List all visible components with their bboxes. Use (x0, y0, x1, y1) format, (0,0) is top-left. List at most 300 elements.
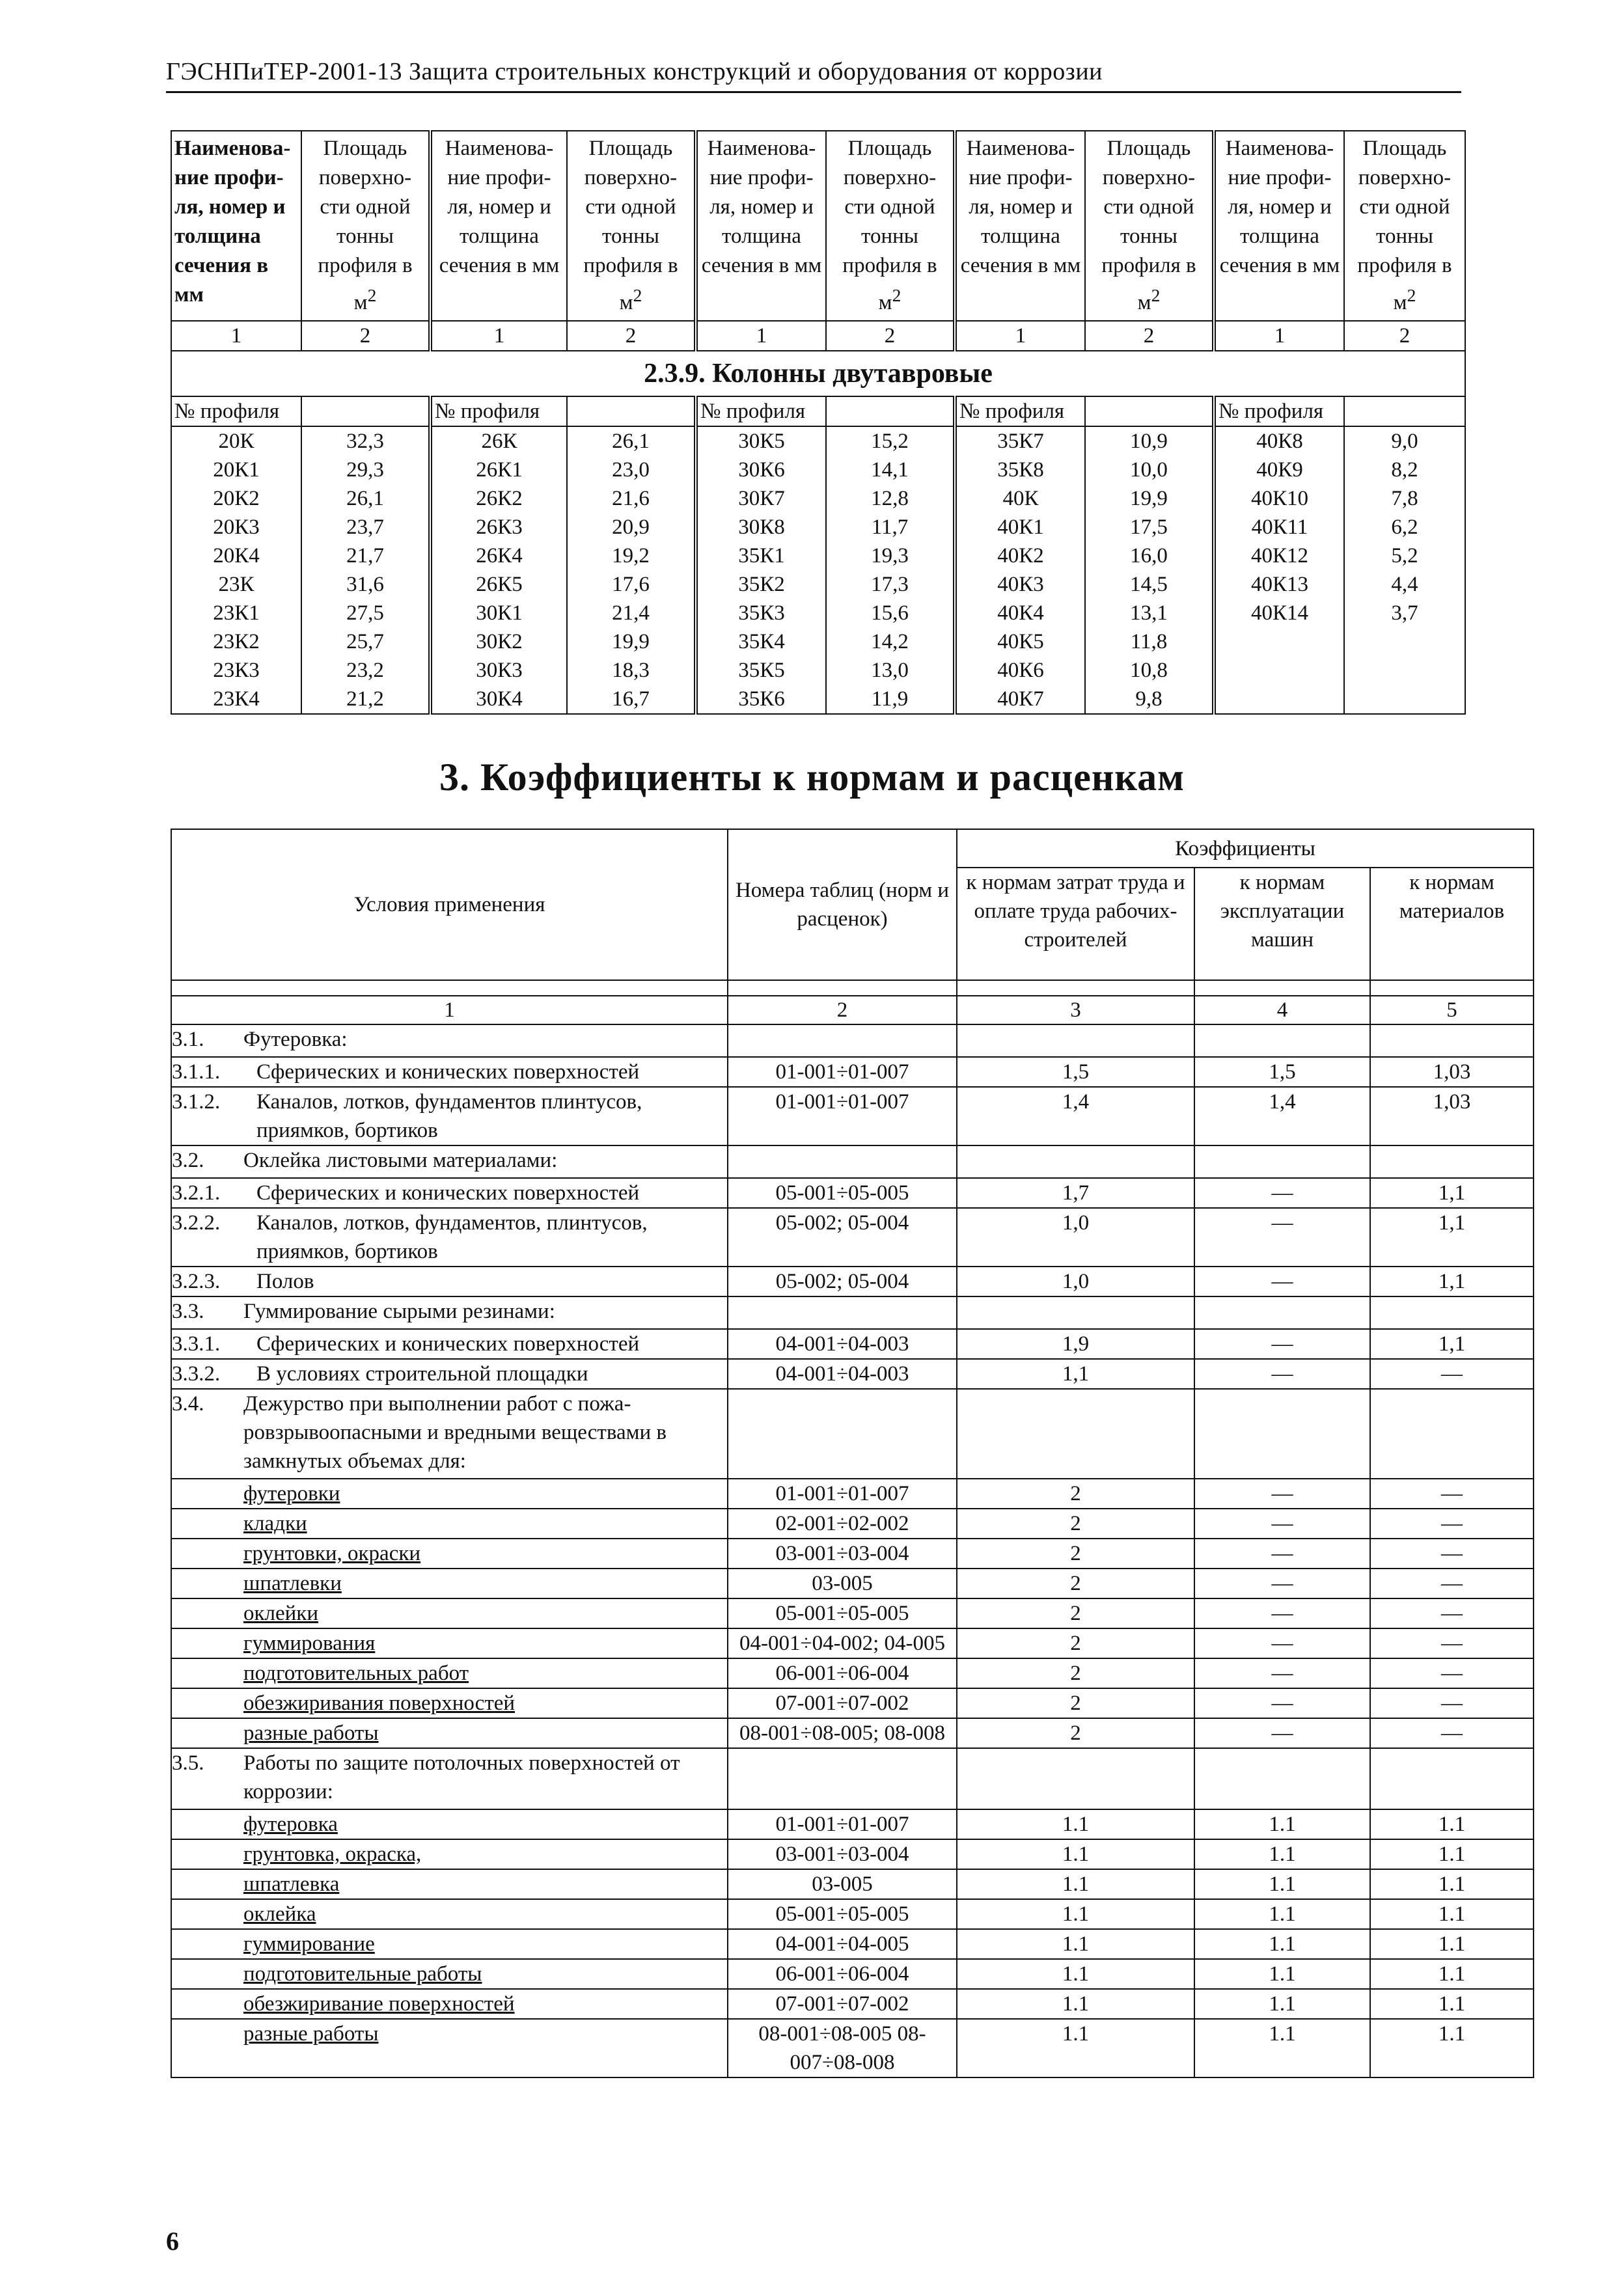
colnum-cell: 3 (957, 996, 1194, 1024)
condition-text: подготовительных работ (243, 1662, 469, 1685)
colnum-cell: 1 (1214, 321, 1344, 351)
labor-coef-cell: 1.1 (957, 1839, 1194, 1869)
condition-cell (171, 1087, 728, 1145)
table-numbers-cell (728, 1748, 957, 1809)
table-numbers-cell (728, 1389, 957, 1479)
condition-number: 3.1.1. (172, 1060, 221, 1084)
machines-coef-cell (1194, 1748, 1370, 1809)
surface-area-cell: 27,5 (301, 599, 430, 627)
profile-name-cell: 40К4 (955, 599, 1085, 627)
condition-text: разные работы (243, 1721, 379, 1745)
condition-cell (171, 1839, 728, 1869)
machines-coef-cell: — (1194, 1628, 1370, 1658)
surface-area-cell (1344, 656, 1465, 685)
profile-name-cell: 30К8 (696, 513, 826, 541)
table-numbers-cell (728, 1296, 957, 1329)
header-surface-area (826, 131, 955, 321)
condition-cell (171, 1658, 728, 1688)
profile-table-colnum-row (171, 321, 1465, 351)
labor-coef-cell: 1,9 (957, 1329, 1194, 1359)
colnum-cell: 1 (171, 996, 728, 1024)
profile-number-label: № профиля (1214, 396, 1344, 426)
condition-cell (171, 1628, 728, 1658)
machines-coef-cell: — (1194, 1688, 1370, 1718)
profile-number-blank (1085, 396, 1214, 426)
labor-coef-cell: 1.1 (957, 1869, 1194, 1899)
profile-name-cell: 40К13 (1214, 570, 1344, 599)
profile-name-cell: 26К5 (430, 570, 567, 599)
table-row (171, 1839, 1534, 1869)
table-row (171, 1809, 1534, 1839)
table-numbers-cell: 04-001÷04-003 (728, 1329, 957, 1359)
table-row (171, 1178, 1534, 1208)
header-area-text: Площадь поверхно-сти одной тонны профиля в м (318, 137, 413, 314)
header-area-sup: 2 (367, 285, 377, 305)
surface-area-cell: 12,8 (826, 484, 955, 513)
labor-coef-cell: 2 (957, 1658, 1194, 1688)
materials-coef-cell: — (1370, 1569, 1534, 1598)
surface-area-cell: 6,2 (1344, 513, 1465, 541)
condition-text: гуммирование (243, 1932, 375, 1956)
materials-coef-cell: — (1370, 1628, 1534, 1658)
condition-text: Футеровка: (243, 1028, 348, 1051)
colnum-cell: 1 (430, 321, 567, 351)
profile-number-blank (1344, 396, 1465, 426)
surface-area-cell: 32,3 (301, 426, 430, 456)
page-number: 6 (166, 2227, 179, 2256)
header-area-text: Площадь поверхно-сти одной тонны профиля в м (583, 137, 678, 314)
header-labor: к нормам затрат труда и оплате труда рабочих-строителей (957, 868, 1194, 980)
profile-name-cell: 30К4 (430, 685, 567, 714)
colnum-cell: 2 (826, 321, 955, 351)
labor-coef-cell: 1.1 (957, 1809, 1194, 1839)
header-surface-area (567, 131, 696, 321)
table-row (171, 1087, 1534, 1145)
profile-name-cell: 40К8 (1214, 426, 1344, 456)
table-row (171, 2019, 1534, 2077)
profile-name-cell: 26К4 (430, 541, 567, 570)
table-row (171, 1899, 1534, 1929)
labor-coef-cell: 2 (957, 1479, 1194, 1509)
condition-text: Оклейка листовыми материалами: (243, 1149, 558, 1172)
header-profile-name: Наименова-ние профи-ля, номер и толщина сечения в мм (696, 131, 826, 321)
profile-name-cell: 26К3 (430, 513, 567, 541)
condition-text: Работы по защите потолочных поверхностей от коррозии: (243, 1751, 680, 1803)
machines-coef-cell: — (1194, 1178, 1370, 1208)
table-numbers-cell: 03-001÷03-004 (728, 1539, 957, 1569)
condition-cell (171, 1569, 728, 1598)
table-row (171, 1359, 1534, 1389)
condition-cell (171, 1359, 728, 1389)
condition-number: 3.1.2. (172, 1090, 221, 1114)
condition-cell (171, 1598, 728, 1628)
colnum-cell: 2 (1344, 321, 1465, 351)
condition-cell (171, 1057, 728, 1087)
table-numbers-cell: 08-001÷08-005; 08-008 (728, 1718, 957, 1748)
profile-name-cell: 40К14 (1214, 599, 1344, 627)
labor-coef-cell: 1.1 (957, 2019, 1194, 2077)
table-row (171, 1479, 1534, 1509)
header-machines: к нормам эксплуатации машин (1194, 868, 1370, 980)
table-row (171, 513, 1465, 541)
table-numbers-cell: 04-001÷04-003 (728, 1359, 957, 1389)
profile-name-cell: 40К9 (1214, 456, 1344, 484)
coef-spacer-row (171, 980, 1534, 996)
condition-cell (171, 1509, 728, 1539)
materials-coef-cell: 1.1 (1370, 2019, 1534, 2077)
labor-coef-cell: 1.1 (957, 1899, 1194, 1929)
condition-text: гуммирования (243, 1632, 376, 1655)
header-area-text: Площадь поверхно-сти одной тонны профиля в м (1101, 137, 1196, 314)
profile-name-cell: 26К2 (430, 484, 567, 513)
profile-name-cell: 20К2 (171, 484, 301, 513)
materials-coef-cell: — (1370, 1359, 1534, 1389)
profile-name-cell: 35К4 (696, 627, 826, 656)
labor-coef-cell: 1,1 (957, 1359, 1194, 1389)
surface-area-cell: 11,8 (1085, 627, 1214, 656)
machines-coef-cell: 1.1 (1194, 1839, 1370, 1869)
surface-area-cell: 4,4 (1344, 570, 1465, 599)
table-row (171, 599, 1465, 627)
table-numbers-cell: 05-002; 05-004 (728, 1267, 957, 1296)
surface-area-cell: 16,0 (1085, 541, 1214, 570)
spacer-cell (1370, 980, 1534, 996)
profile-name-cell (1214, 656, 1344, 685)
surface-area-cell: 19,3 (826, 541, 955, 570)
surface-area-cell: 20,9 (567, 513, 696, 541)
surface-area-cell: 26,1 (301, 484, 430, 513)
table-numbers-cell: 04-001÷04-005 (728, 1929, 957, 1959)
header-area-sup: 2 (633, 285, 642, 305)
table-row (171, 1929, 1534, 1959)
table-row (171, 1024, 1534, 1057)
condition-cell (171, 1929, 728, 1959)
profile-name-cell: 35К1 (696, 541, 826, 570)
machines-coef-cell: — (1194, 1329, 1370, 1359)
condition-cell (171, 1178, 728, 1208)
condition-text: Каналов, лотков, фундаментов, плинтусов, приямков, бортиков (256, 1211, 648, 1263)
condition-cell (171, 1145, 728, 1178)
table-numbers-cell: 01-001÷01-007 (728, 1809, 957, 1839)
profile-name-cell: 40К11 (1214, 513, 1344, 541)
table-row (171, 570, 1465, 599)
profile-name-cell: 30К7 (696, 484, 826, 513)
table-numbers-cell: 07-001÷07-002 (728, 1688, 957, 1718)
profile-name-cell: 40К (955, 484, 1085, 513)
profile-name-cell: 40К5 (955, 627, 1085, 656)
colnum-cell: 2 (567, 321, 696, 351)
condition-number: 3.3.2. (172, 1362, 221, 1386)
table-numbers-cell: 05-001÷05-005 (728, 1899, 957, 1929)
surface-area-cell: 8,2 (1344, 456, 1465, 484)
condition-number: 3.5. (172, 1751, 204, 1775)
surface-area-cell: 14,5 (1085, 570, 1214, 599)
labor-coef-cell: 1.1 (957, 1929, 1194, 1959)
profile-name-cell: 23К (171, 570, 301, 599)
table-row (171, 1959, 1534, 1989)
surface-area-cell: 26,1 (567, 426, 696, 456)
surface-area-cell: 15,2 (826, 426, 955, 456)
condition-text: Гуммирование сырыми резинами: (243, 1300, 555, 1323)
section-title: 3. Коэффициенты к нормам и расценкам (439, 756, 1185, 799)
condition-text: Каналов, лотков, фундаментов плинтусов, приямков, бортиков (256, 1090, 642, 1142)
labor-coef-cell: 2 (957, 1628, 1194, 1658)
colnum-cell: 2 (728, 996, 957, 1024)
surface-area-cell: 31,6 (301, 570, 430, 599)
surface-area-cell: 14,1 (826, 456, 955, 484)
condition-cell (171, 1539, 728, 1569)
profile-number-label: № профиля (430, 396, 567, 426)
machines-coef-cell: 1.1 (1194, 1929, 1370, 1959)
condition-number: 3.4. (172, 1392, 204, 1416)
coef-header-row-1 (171, 829, 1534, 868)
table-numbers-cell: 07-001÷07-002 (728, 1989, 957, 2019)
header-table-numbers: Номера таблиц (норм и расценок) (728, 829, 957, 980)
machines-coef-cell: — (1194, 1267, 1370, 1296)
profile-name-cell: 30К1 (430, 599, 567, 627)
table-row (171, 1718, 1534, 1748)
labor-coef-cell: 1,0 (957, 1208, 1194, 1267)
table-numbers-cell: 03-001÷03-004 (728, 1839, 957, 1869)
surface-area-cell: 9,0 (1344, 426, 1465, 456)
surface-area-cell: 10,0 (1085, 456, 1214, 484)
materials-coef-cell (1370, 1024, 1534, 1057)
colnum-cell: 1 (171, 321, 301, 351)
materials-coef-cell: — (1370, 1658, 1534, 1688)
machines-coef-cell: — (1194, 1569, 1370, 1598)
table-row (171, 456, 1465, 484)
surface-area-cell (1344, 685, 1465, 714)
surface-area-cell: 23,2 (301, 656, 430, 685)
machines-coef-cell: 1.1 (1194, 1899, 1370, 1929)
surface-area-cell: 7,8 (1344, 484, 1465, 513)
table-row (171, 1598, 1534, 1628)
surface-area-cell: 14,2 (826, 627, 955, 656)
surface-area-cell: 17,5 (1085, 513, 1214, 541)
condition-cell (171, 1329, 728, 1359)
surface-area-cell: 3,7 (1344, 599, 1465, 627)
condition-number: 3.2. (172, 1149, 204, 1172)
profile-name-cell: 23К4 (171, 685, 301, 714)
profile-name-cell (1214, 627, 1344, 656)
table-numbers-cell: 01-001÷01-007 (728, 1087, 957, 1145)
condition-number: 3.2.3. (172, 1270, 221, 1293)
materials-coef-cell: — (1370, 1718, 1534, 1748)
profile-section-row (171, 351, 1465, 396)
profile-number-blank (826, 396, 955, 426)
profile-number-label: № профиля (955, 396, 1085, 426)
table-row (171, 1869, 1534, 1899)
profile-name-cell: 20К1 (171, 456, 301, 484)
machines-coef-cell: 1.1 (1194, 1989, 1370, 2019)
materials-coef-cell: — (1370, 1509, 1534, 1539)
colnum-cell: 1 (955, 321, 1085, 351)
profile-name-cell: 40К1 (955, 513, 1085, 541)
labor-coef-cell: 2 (957, 1569, 1194, 1598)
machines-coef-cell: 1.1 (1194, 1959, 1370, 1989)
header-profile-name: Наименова-ние профи-ля, номер и толщина сечения в мм (1214, 131, 1344, 321)
profile-name-cell: 40К6 (955, 656, 1085, 685)
table-row (171, 1145, 1534, 1178)
condition-text: Сферических и конических поверхностей (256, 1060, 640, 1084)
materials-coef-cell: 1,1 (1370, 1208, 1534, 1267)
surface-area-cell: 17,6 (567, 570, 696, 599)
table-row (171, 1208, 1534, 1267)
table-numbers-cell: 05-002; 05-004 (728, 1208, 957, 1267)
condition-cell (171, 1389, 728, 1479)
condition-number: 3.3.1. (172, 1332, 221, 1356)
profile-area-table (171, 130, 1466, 715)
labor-coef-cell: 1,5 (957, 1057, 1194, 1087)
profile-name-cell: 23К3 (171, 656, 301, 685)
materials-coef-cell: 1.1 (1370, 1869, 1534, 1899)
machines-coef-cell: 1,5 (1194, 1057, 1370, 1087)
colnum-cell: 4 (1194, 996, 1370, 1024)
table-row (171, 1267, 1534, 1296)
profile-name-cell: 35К6 (696, 685, 826, 714)
labor-coef-cell: 1.1 (957, 1959, 1194, 1989)
profile-number-label: № профиля (696, 396, 826, 426)
header-area-sup: 2 (892, 285, 901, 305)
colnum-cell: 2 (301, 321, 430, 351)
condition-text: футеровка (243, 1813, 338, 1836)
labor-coef-cell (957, 1748, 1194, 1809)
surface-area-cell: 19,2 (567, 541, 696, 570)
materials-coef-cell: — (1370, 1688, 1534, 1718)
profile-table-header-row (171, 131, 1465, 321)
labor-coef-cell (957, 1389, 1194, 1479)
machines-coef-cell (1194, 1145, 1370, 1178)
condition-text: Сферических и конических поверхностей (256, 1332, 640, 1356)
machines-coef-cell: — (1194, 1208, 1370, 1267)
table-numbers-cell (728, 1024, 957, 1057)
profile-name-cell: 20К4 (171, 541, 301, 570)
spacer-cell (171, 980, 728, 996)
profile-name-cell: 23К2 (171, 627, 301, 656)
colnum-cell: 2 (1085, 321, 1214, 351)
condition-number: 3.1. (172, 1028, 204, 1051)
table-numbers-cell: 03-005 (728, 1869, 957, 1899)
header-area-text: Площадь поверхно-сти одной тонны профиля в м (1357, 137, 1452, 314)
condition-text: кладки (243, 1512, 307, 1535)
surface-area-cell: 11,7 (826, 513, 955, 541)
table-row (171, 1989, 1534, 2019)
table-row (171, 1658, 1534, 1688)
condition-text: В условиях строительной площадки (256, 1362, 588, 1386)
coefficients-table (171, 829, 1534, 2078)
profile-name-cell: 20К3 (171, 513, 301, 541)
profile-name-cell: 35К2 (696, 570, 826, 599)
labor-coef-cell: 1.1 (957, 1989, 1194, 2019)
machines-coef-cell: — (1194, 1359, 1370, 1389)
surface-area-cell: 29,3 (301, 456, 430, 484)
condition-cell (171, 1869, 728, 1899)
header-profile-name: Наименова-ние профи-ля, номер и толщина сечения в мм (171, 131, 301, 321)
spacer-cell (957, 980, 1194, 996)
materials-coef-cell: 1.1 (1370, 1899, 1534, 1929)
labor-coef-cell (957, 1145, 1194, 1178)
condition-text: обезжиривание поверхностей (243, 1992, 515, 2016)
profile-name-cell: 23К1 (171, 599, 301, 627)
machines-coef-cell: 1.1 (1194, 1869, 1370, 1899)
machines-coef-cell: — (1194, 1658, 1370, 1688)
condition-text: Дежурство при выполнении работ с пожа-ровзрывоопасными и вредными веществами в замкнутых объемах для: (243, 1392, 667, 1473)
materials-coef-cell: 1,03 (1370, 1057, 1534, 1087)
table-numbers-cell: 08-001÷08-005 08-007÷08-008 (728, 2019, 957, 2077)
profile-section-title: 2.3.9. Колонны двутавровые (171, 351, 1465, 396)
materials-coef-cell: — (1370, 1479, 1534, 1509)
table-row (171, 1539, 1534, 1569)
machines-coef-cell (1194, 1296, 1370, 1329)
surface-area-cell: 23,0 (567, 456, 696, 484)
condition-cell (171, 1296, 728, 1329)
machines-coef-cell: — (1194, 1479, 1370, 1509)
surface-area-cell: 10,9 (1085, 426, 1214, 456)
materials-coef-cell: 1,1 (1370, 1329, 1534, 1359)
table-row (171, 1057, 1534, 1087)
table-numbers-cell: 03-005 (728, 1569, 957, 1598)
condition-cell (171, 1718, 728, 1748)
table-row (171, 627, 1465, 656)
machines-coef-cell: 1.1 (1194, 2019, 1370, 2077)
header-surface-area (1085, 131, 1214, 321)
condition-text: оклейки (243, 1602, 319, 1625)
condition-number: 3.2.1. (172, 1181, 221, 1205)
profile-number-blank (567, 396, 696, 426)
condition-text: подготовительные работы (243, 1962, 482, 1986)
header-coefficients: Коэффициенты (957, 829, 1534, 868)
labor-coef-cell: 2 (957, 1718, 1194, 1748)
surface-area-cell: 11,9 (826, 685, 955, 714)
surface-area-cell: 10,8 (1085, 656, 1214, 685)
condition-text: обезжиривания поверхностей (243, 1692, 516, 1715)
materials-coef-cell: 1.1 (1370, 1959, 1534, 1989)
labor-coef-cell: 2 (957, 1509, 1194, 1539)
profile-name-cell: 35К3 (696, 599, 826, 627)
surface-area-cell: 18,3 (567, 656, 696, 685)
materials-coef-cell: — (1370, 1539, 1534, 1569)
table-row (171, 1296, 1534, 1329)
surface-area-cell: 19,9 (567, 627, 696, 656)
machines-coef-cell: 1,4 (1194, 1087, 1370, 1145)
labor-coef-cell: 1,7 (957, 1178, 1194, 1208)
materials-coef-cell (1370, 1296, 1534, 1329)
table-row (171, 484, 1465, 513)
machines-coef-cell: — (1194, 1509, 1370, 1539)
table-numbers-cell: 02-001÷02-002 (728, 1509, 957, 1539)
machines-coef-cell: — (1194, 1718, 1370, 1748)
surface-area-cell: 25,7 (301, 627, 430, 656)
condition-cell (171, 2019, 728, 2077)
profile-name-cell: 30К6 (696, 456, 826, 484)
condition-cell (171, 1899, 728, 1929)
profile-name-cell: 30К5 (696, 426, 826, 456)
table-row (171, 1329, 1534, 1359)
table-row (171, 541, 1465, 570)
table-row (171, 1509, 1534, 1539)
profile-name-cell: 30К3 (430, 656, 567, 685)
table-row (171, 1628, 1534, 1658)
machines-coef-cell: — (1194, 1539, 1370, 1569)
condition-text: разные работы (243, 2022, 379, 2046)
profile-name-cell: 30К2 (430, 627, 567, 656)
machines-coef-cell (1194, 1389, 1370, 1479)
materials-coef-cell: 1.1 (1370, 1989, 1534, 2019)
surface-area-cell: 13,0 (826, 656, 955, 685)
table-row (171, 1389, 1534, 1479)
condition-cell (171, 1748, 728, 1809)
materials-coef-cell: 1.1 (1370, 1839, 1534, 1869)
